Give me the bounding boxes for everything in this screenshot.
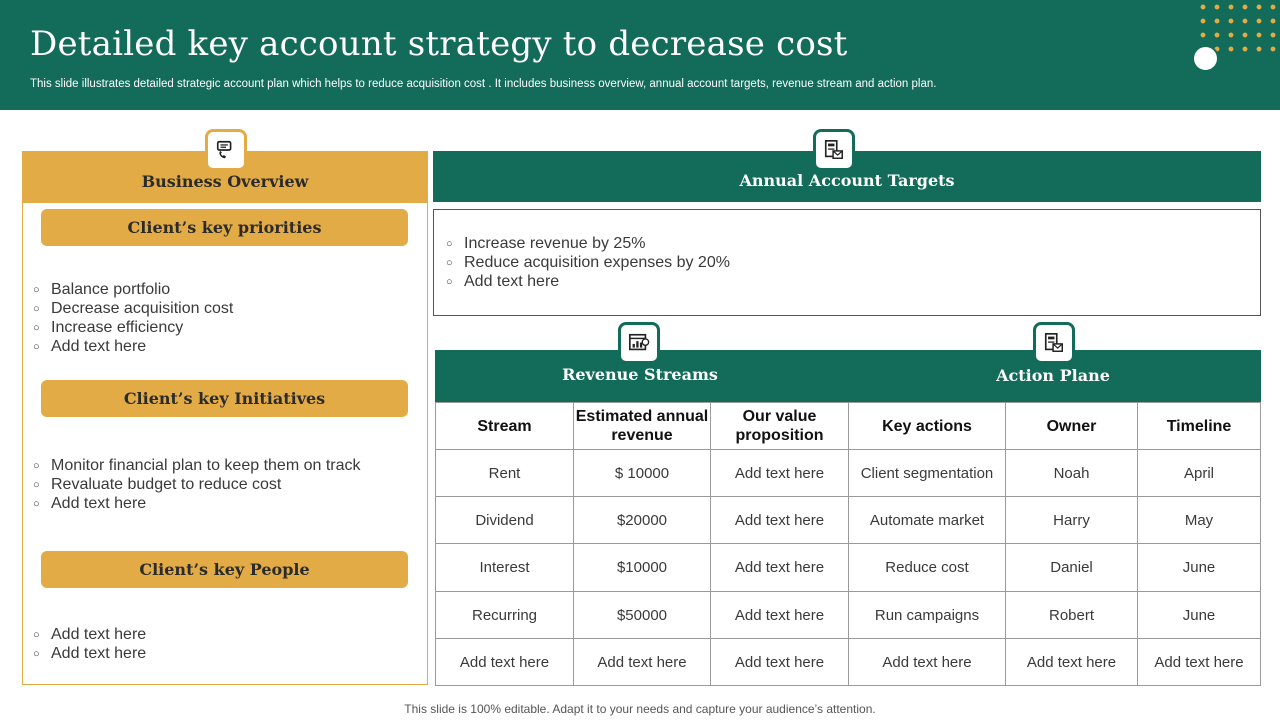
table-cell: Add text here <box>711 592 849 639</box>
table-cell: June <box>1138 592 1261 639</box>
table-cell: Run campaigns <box>849 592 1006 639</box>
revenue-action-header <box>435 350 1261 402</box>
list-item: ○ Add text here <box>33 494 361 513</box>
table-cell: Add text here <box>574 639 711 686</box>
list-item: ○ Decrease acquisition cost <box>33 299 233 318</box>
table-cell: Add text here <box>1006 639 1138 686</box>
list-item: ○ Increase efficiency <box>33 318 233 337</box>
annual-targets-title: Annual Account Targets <box>739 171 955 190</box>
action-plane-title: Action Plane <box>996 366 1110 385</box>
key-initiatives-list <box>33 456 361 513</box>
revenue-streams-title: Revenue Streams <box>562 365 718 384</box>
table-cell: Interest <box>436 544 574 592</box>
table-cell: Add text here <box>711 639 849 686</box>
table-cell: Rent <box>436 450 574 497</box>
strategy-table <box>435 402 1261 686</box>
table-cell: $ 10000 <box>574 450 711 497</box>
column-header: Owner <box>1006 403 1138 450</box>
table-cell: Add text here <box>436 639 574 686</box>
column-header: Timeline <box>1138 403 1261 450</box>
table-cell: May <box>1138 497 1261 544</box>
table-cell: Reduce cost <box>849 544 1006 592</box>
table-cell: Harry <box>1006 497 1138 544</box>
page-title: Detailed key account strategy to decrease cost <box>30 24 848 64</box>
list-item: ○ Balance portfolio <box>33 280 233 299</box>
document-mail-icon <box>1033 322 1075 364</box>
list-item: ○ Add text here <box>33 625 146 644</box>
list-item: ○ Add text here <box>33 644 146 663</box>
key-initiatives-heading: Client’s key Initiatives <box>41 380 408 417</box>
chat-phone-icon <box>205 129 247 171</box>
page-subtitle: This slide illustrates detailed strategic account plan which helps to reduce acquisition cost . It includes business overview, annual account targets, revenue stream and action plan. <box>30 78 937 90</box>
table-cell: Daniel <box>1006 544 1138 592</box>
chart-window-icon <box>618 322 660 364</box>
table-row <box>436 450 1261 497</box>
table-cell: Robert <box>1006 592 1138 639</box>
list-item: ○ Monitor financial plan to keep them on track <box>33 456 361 475</box>
table-cell: Dividend <box>436 497 574 544</box>
table-cell: Client segmentation <box>849 450 1006 497</box>
table-cell: $10000 <box>574 544 711 592</box>
table-cell: $20000 <box>574 497 711 544</box>
column-header: Estimated annual revenue <box>574 403 711 450</box>
list-item: ○ Add text here <box>33 337 233 356</box>
annual-targets-list <box>446 234 730 291</box>
table-row <box>436 544 1261 592</box>
column-header: Stream <box>436 403 574 450</box>
table-row <box>436 639 1261 686</box>
table-cell: Add text here <box>1138 639 1261 686</box>
decorative-circle <box>1192 45 1219 72</box>
table-cell: Add text here <box>711 544 849 592</box>
document-mail-icon <box>813 129 855 171</box>
business-overview-panel <box>22 151 428 685</box>
list-item: ○ Reduce acquisition expenses by 20% <box>446 253 730 272</box>
column-header: Key actions <box>849 403 1006 450</box>
key-people-heading: Client’s key People <box>41 551 408 588</box>
list-item: ○ Increase revenue by 25% <box>446 234 730 253</box>
key-priorities-heading: Client’s key priorities <box>41 209 408 246</box>
business-overview-title: Business Overview <box>141 172 309 191</box>
footer-note: This slide is 100% editable. Adapt it to your needs and capture your audience’s attention. <box>404 702 876 716</box>
table-cell: Add text here <box>711 450 849 497</box>
table-cell: Add text here <box>849 639 1006 686</box>
table-cell: April <box>1138 450 1261 497</box>
key-people-list <box>33 625 146 663</box>
table-cell: Noah <box>1006 450 1138 497</box>
list-item: ○ Revaluate budget to reduce cost <box>33 475 361 494</box>
table-cell: Add text here <box>711 497 849 544</box>
column-header: Our value proposition <box>711 403 849 450</box>
table-cell: June <box>1138 544 1261 592</box>
list-item: ○ Add text here <box>446 272 730 291</box>
table-cell: $50000 <box>574 592 711 639</box>
table-cell: Automate market <box>849 497 1006 544</box>
table-header-row <box>436 403 1261 450</box>
annual-targets-box <box>433 209 1261 316</box>
table-row <box>436 592 1261 639</box>
header-banner <box>0 0 1280 110</box>
key-priorities-list <box>33 280 233 356</box>
table-row <box>436 497 1261 544</box>
table-cell: Recurring <box>436 592 574 639</box>
